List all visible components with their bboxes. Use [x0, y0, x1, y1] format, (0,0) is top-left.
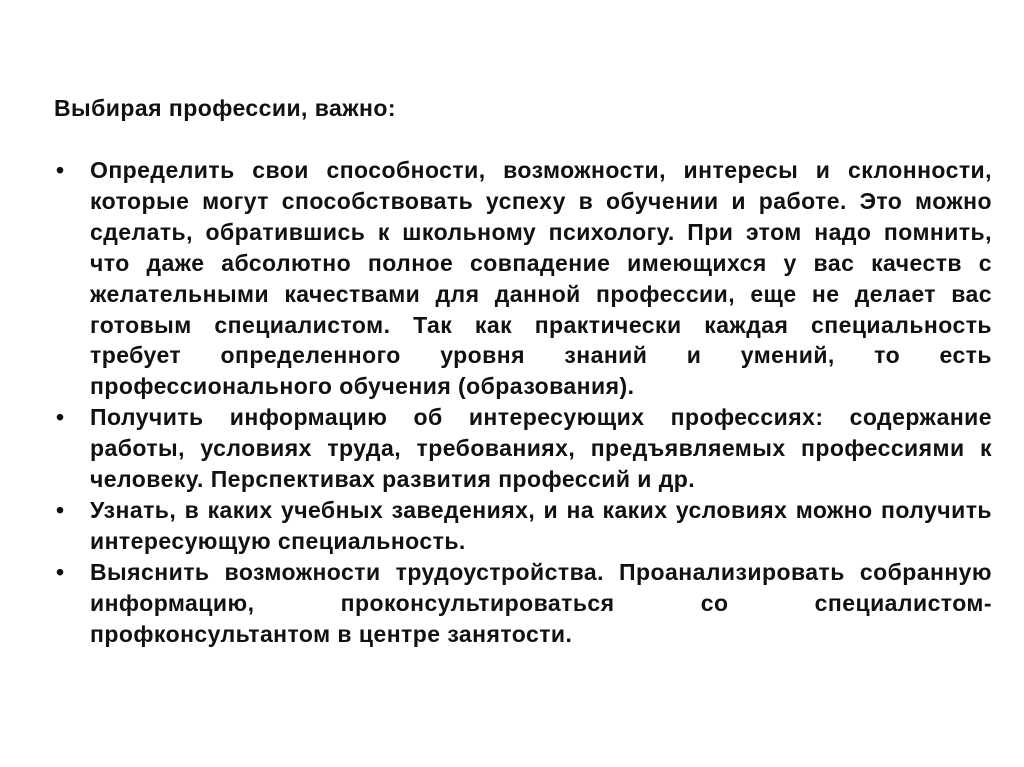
bullet-item-institutions	[54, 495, 992, 557]
bullet-item-employment	[54, 557, 992, 650]
bullet-text: Узнать, в каких учебных заведениях, и на каких условиях можно получить интересующую специальность.	[90, 496, 992, 554]
bullet-item-information	[54, 402, 992, 495]
bullet-item-abilities	[54, 155, 992, 402]
bullet-text: Получить информацию об интересующих профессиях: содержание работы, условиях труда, требованиях, предъявляемых профессиями к человеку. Перспективах развития профессий и др.	[90, 404, 992, 493]
bullet-text: Выяснить возможности трудоустройства. Проанализировать собранную информацию, проконсультироваться со специалистом-профконсультантом в центре занятости.	[90, 558, 992, 647]
bullet-marker: •	[56, 558, 65, 585]
bullet-marker: •	[56, 157, 65, 183]
bullet-text: Определить свои способности, возможности, интересы и склонности, которые могут способствовать успеху в обучении и работе. Это можно сделать, обратившись к школьному психологу. При этом надо помнить, что даже абсолютно полное совпадение имеющихся у вас качеств с желательными качествами для данной профессии, еще не делает вас готовым специалистом. Так как практически каждая специальность требует определенного уровня знаний и умений, то есть профессионального обучения (образования).	[90, 157, 992, 400]
slide-heading: Выбирая профессии, важно:	[54, 95, 396, 121]
bullet-marker: •	[56, 496, 65, 523]
bullet-marker: •	[56, 404, 65, 431]
bullet-list	[54, 155, 992, 650]
